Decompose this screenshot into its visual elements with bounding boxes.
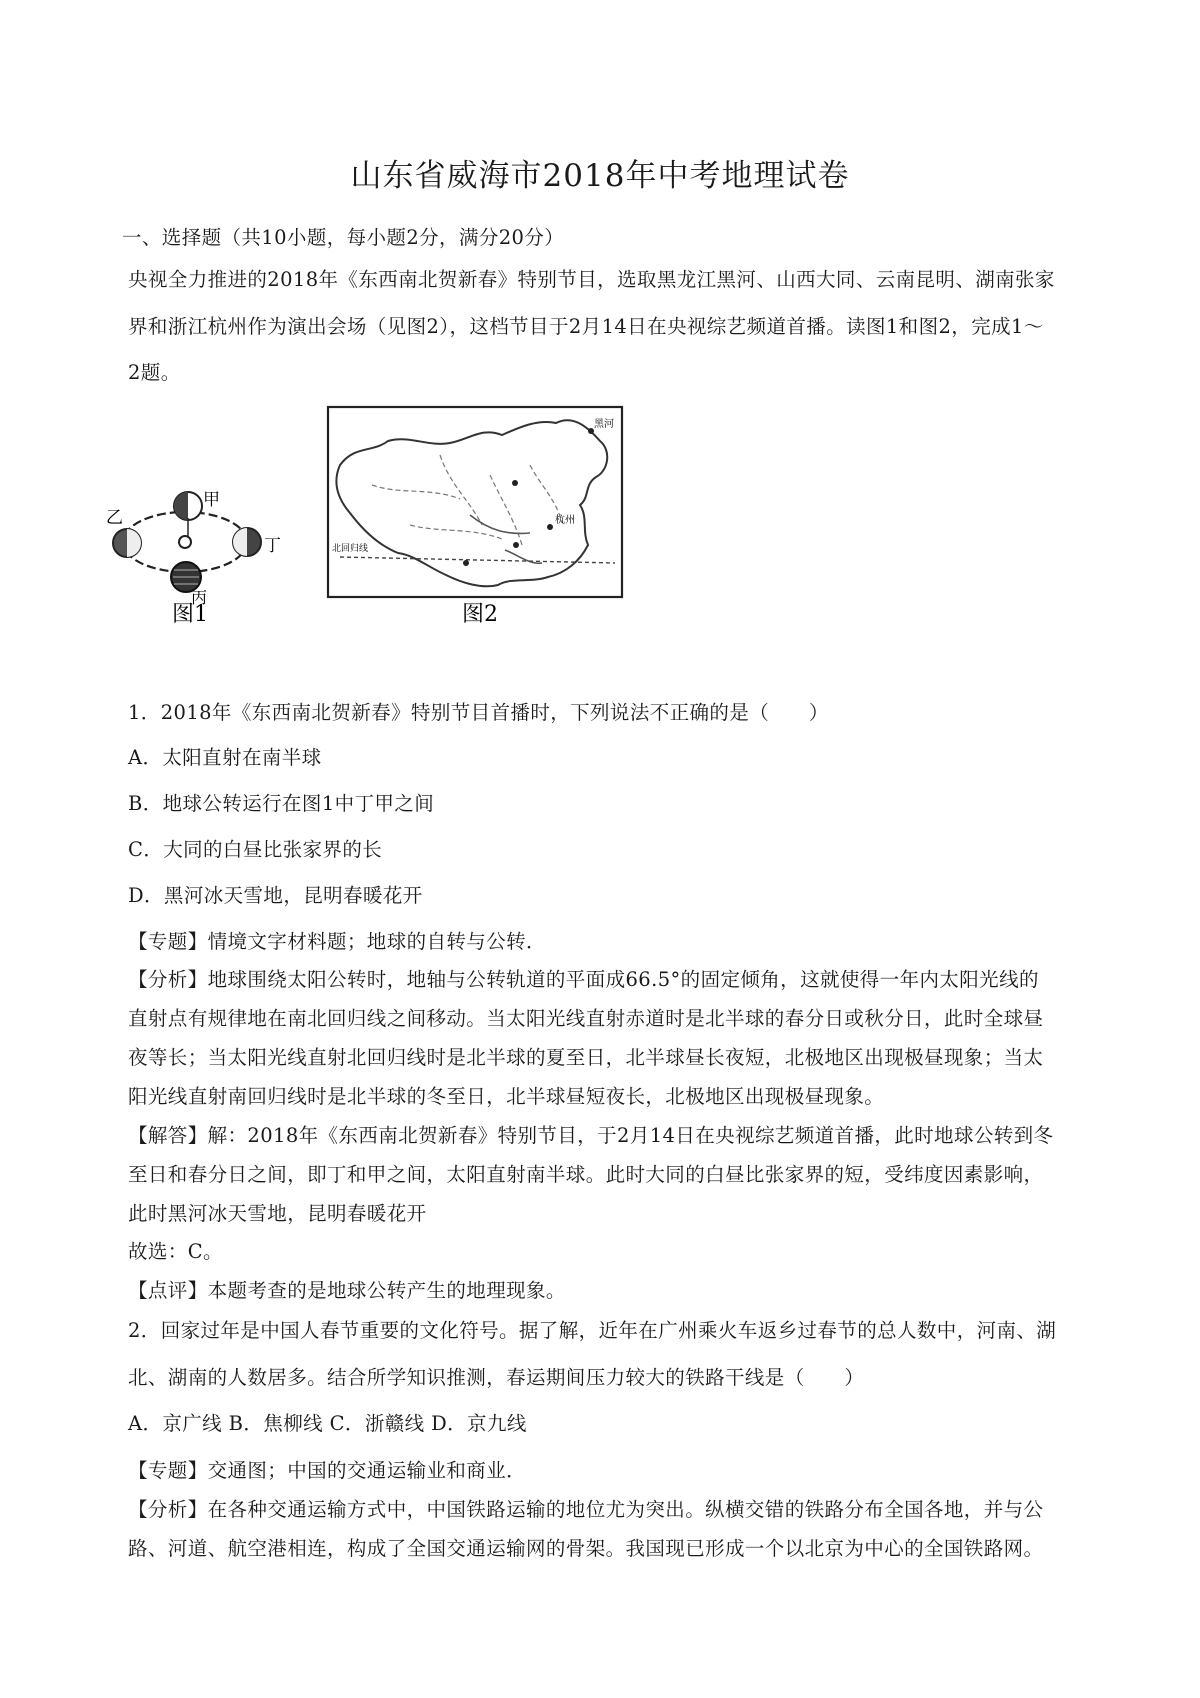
map-label-heihe: 黑河 bbox=[594, 419, 614, 430]
q2-analysis-1: 【分析】在各种交通运输方式中，中国铁路运输的地位尤为突出。纵横交错的铁路分布全国各地，并与公 bbox=[128, 1498, 1044, 1521]
q1-analysis-1: 【分析】地球围绕太阳公转时，地轴与公转轨道的平面成66.5°的固定倾角，这就使得一年内太阳光线的 bbox=[128, 968, 1039, 991]
q1-analysis-3: 夜等长；当太阳光线直射北回归线时是北半球的夏至日，北半球昼长夜短，北极地区出现极昼现象；当太 bbox=[128, 1046, 1044, 1069]
q1-answer-2: 至日和春分日之间，即丁和甲之间，太阳直射南半球。此时大同的白昼比张家界的短，受纬度因素影响， bbox=[128, 1163, 1044, 1186]
map-label-tropic: 北回归线 bbox=[332, 544, 369, 554]
q1-analysis-4: 阳光线直射南回归线时是北半球的冬至日，北半球昼短夜长，北极地区出现极昼现象。 bbox=[128, 1085, 885, 1108]
q1-option-d: D．黑河冰天雪地，昆明春暖花开 bbox=[128, 884, 423, 907]
figures-svg bbox=[106, 405, 640, 685]
map-label-hangzhou: 杭州 bbox=[555, 515, 575, 526]
q2-topic: 【专题】交通图；中国的交通运输业和商业． bbox=[128, 1459, 527, 1482]
section-heading: 一、选择题（共10小题，每小题2分，满分20分） bbox=[122, 226, 565, 249]
q2-analysis-2: 路、河道、航空港相连，构成了全国交通运输网的骨架。我国现已形成一个以北京为中心的全国铁路网。 bbox=[128, 1537, 1044, 1560]
q1-option-b: B．地球公转运行在图1中丁甲之间 bbox=[128, 792, 435, 815]
q2-stem-2: 北、湖南的人数居多。结合所学知识推测，春运期间压力较大的铁路干线是（ ） bbox=[128, 1366, 865, 1389]
q1-option-a: A．太阳直射在南半球 bbox=[128, 746, 322, 769]
q2-options: A．京广线 B．焦柳线 C．浙赣线 D．京九线 bbox=[128, 1412, 527, 1435]
page-title: 山东省威海市2018年中考地理试卷 bbox=[350, 158, 850, 194]
label-jia: 甲 bbox=[203, 490, 220, 510]
figure-1-orbit bbox=[106, 490, 281, 627]
q1-topic: 【专题】情境文字材料题；地球的自转与公转． bbox=[128, 930, 546, 953]
intro-line-3: 2题。 bbox=[128, 361, 181, 384]
q1-answer-3: 此时黑河冰天雪地，昆明春暖花开 bbox=[128, 1202, 427, 1225]
figure-1-caption: 图1 bbox=[172, 602, 208, 627]
q1-choice: 故选：C。 bbox=[128, 1240, 223, 1263]
label-bing: 丙 bbox=[191, 588, 208, 607]
q1-comment: 【点评】本题考查的是地球公转产生的地理现象。 bbox=[128, 1279, 566, 1302]
q1-analysis-2: 直射点有规律地在南北回归线之间移动。当太阳光线直射赤道时是北半球的春分日或秋分日，此时全球昼 bbox=[128, 1007, 1044, 1030]
label-yi: 乙 bbox=[106, 508, 123, 528]
q1-answer-1: 【解答】解：2018年《东西南北贺新春》特别节目，于2月14日在央视综艺频道首播，此时地球公转到冬 bbox=[128, 1124, 1054, 1147]
q1-option-c: C．大同的白昼比张家界的长 bbox=[128, 838, 383, 861]
q1-stem: 1．2018年《东西南北贺新春》特别节目首播时，下列说法不正确的是（ ） bbox=[128, 701, 829, 724]
intro-line-1: 央视全力推进的2018年《东西南北贺新春》特别节目，选取黑龙江黑河、山西大同、云南昆明、湖南张家 bbox=[128, 268, 1055, 291]
q2-stem-1: 2．回家过年是中国人春节重要的文化符号。据了解，近年在广州乘火车返乡过春节的总人数中，河南、湖 bbox=[128, 1319, 1057, 1342]
label-ding: 丁 bbox=[264, 536, 281, 556]
intro-line-2: 界和浙江杭州作为演出会场（见图2），这档节目于2月14日在央视综艺频道首播。读图1和图2，完成1～ bbox=[128, 315, 1044, 338]
figure-2-caption: 图2 bbox=[462, 602, 498, 627]
figure-2-map bbox=[328, 407, 622, 627]
figure-area bbox=[106, 405, 640, 685]
